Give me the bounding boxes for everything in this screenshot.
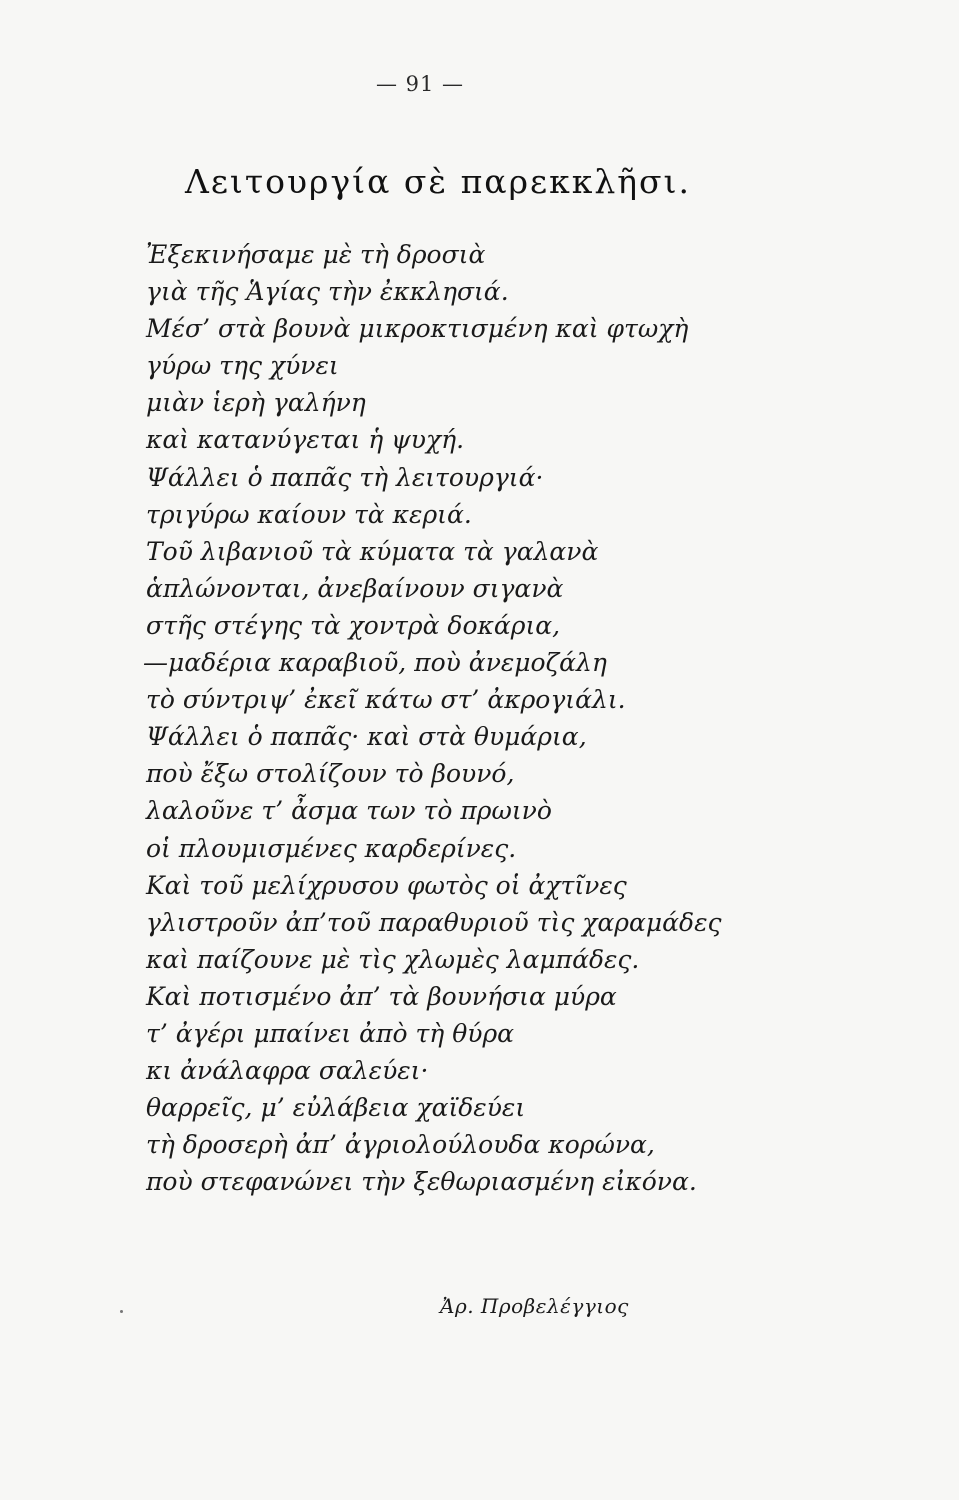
page-number: — 91 —: [375, 72, 465, 96]
poem-line: τριγύρω καίουν τὰ κεριά.: [146, 499, 472, 529]
poem-line: Ψάλλει ὁ παπᾶς τὴ λειτουργιά·: [146, 462, 544, 492]
poem-line: Ψάλλει ὁ παπᾶς· καὶ στὰ θυμάρια,: [146, 722, 587, 752]
poem-line: καὶ κατανύγεται ἡ ψυχή.: [146, 425, 465, 455]
poem-line: κι ἀνάλαφρα σαλεύει·: [146, 1056, 429, 1086]
poem-body: [143, 236, 722, 1200]
poem-line: λαλοῦνε τ’ ἆσμα των τὸ πρωινὸ: [146, 796, 552, 826]
paper-speck: [120, 1310, 123, 1313]
poem-line: Καὶ ποτισμένο ἀπ’ τὰ βουνήσια μύρα: [146, 981, 617, 1011]
poem-line: τ’ ἀγέρι μπαίνει ἀπὸ τὴ θύρα: [146, 1018, 515, 1048]
poem-line: Μέσ’ στὰ βουνὰ μικροκτισμένη καὶ φτωχὴ: [146, 314, 689, 344]
poem-line: τὴ δροσερὴ ἀπ’ ἀγριολούλουδα κορώνα,: [146, 1130, 655, 1160]
poem-line: γιὰ τῆς Ἁγίας τὴν ἐκκλησιά.: [146, 277, 509, 307]
author-signature: Ἀρ. Προβελέγγιος: [440, 1294, 629, 1318]
poem-line: Καὶ τοῦ μελίχρυσου φωτὸς οἱ ἀχτῖνες: [146, 870, 627, 900]
poem-line: —μαδέρια καραβιοῦ, ποὺ ἀνεμοζάλη: [143, 648, 607, 678]
poem-line: γλιστροῦν ἀπ’τοῦ παραθυριοῦ τὶς χαραμάδες: [146, 907, 722, 937]
poem-line: ποὺ ἔξω στολίζουν τὸ βουνό,: [146, 759, 515, 789]
poem-line: Τοῦ λιβανιοῦ τὰ κύματα τὰ γαλανὰ: [146, 536, 599, 566]
poem-line: ποὺ στεφανώνει τὴν ξεθωριασμένη εἰκόνα.: [146, 1167, 697, 1197]
poem-line: θαρρεῖς, μ’ εὐλάβεια χαϊδεύει: [146, 1093, 526, 1123]
poem-line: οἱ πλουμισμένες καρδερίνες.: [146, 833, 517, 863]
poem-line: ἁπλώνονται, ἀνεβαίνουν σιγανὰ: [146, 573, 564, 603]
poem-line: μιὰν ἱερὴ γαλήνη: [146, 388, 366, 418]
poem-line: γύρω της χύνει: [146, 351, 339, 381]
poem-line: τὸ σύντριψ’ ἐκεῖ κάτω στ’ ἀκρογιάλι.: [146, 685, 626, 715]
poem-line: στῆς στέγης τὰ χοντρὰ δοκάρια,: [146, 610, 561, 640]
poem-line: καὶ παίζουνε μὲ τὶς χλωμὲς λαμπάδες.: [146, 944, 640, 974]
poem-title: Λειτουργία σὲ παρεκκλῆσι.: [185, 162, 691, 201]
poem-line: Ἐξεκινήσαμε μὲ τὴ δροσιὰ: [146, 240, 486, 269]
